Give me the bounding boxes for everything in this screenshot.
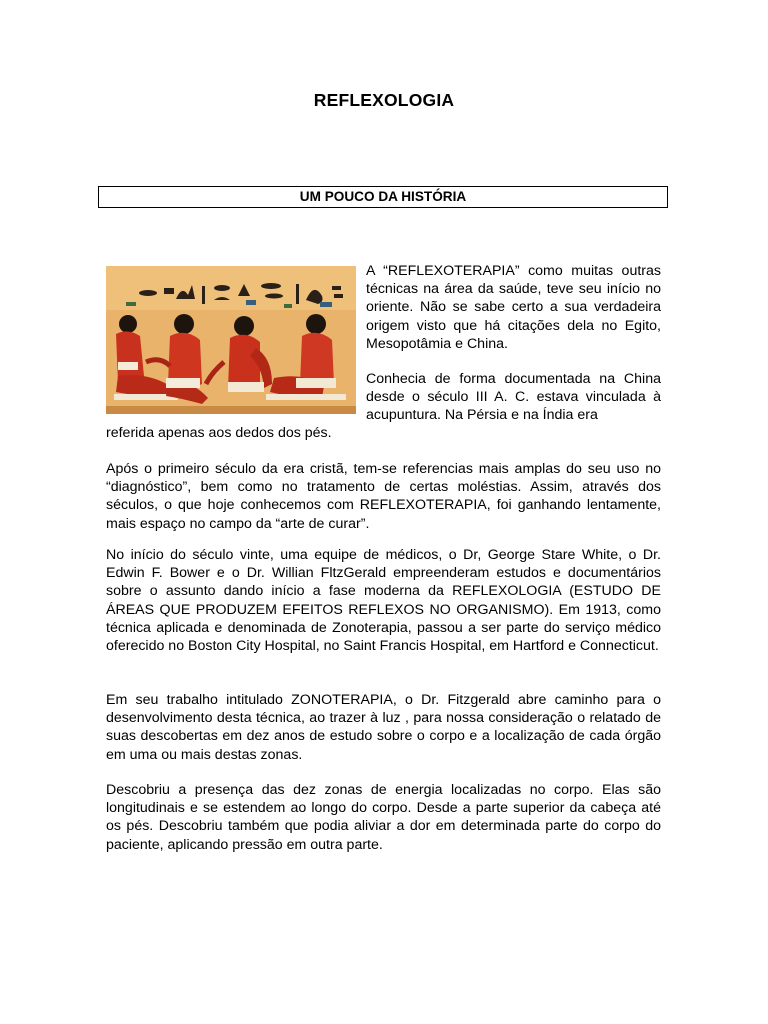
paragraph-4: No início do século vinte, uma equipe de médicos, o Dr, George Stare White, o Dr. Edwin F. Bower e o Dr. Willian FltzGerald empreenderam estudos e documentários sobre o assunto dando início a fase moderna da REFLEXOLOGIA (ESTUDO DE ÁREAS QUE PRODUZEM EFEITOS REFLEXOS NO ORGANISMO). Em 1913, como técnica aplicada e denominada de Zonoterapia, passou a ser parte do serviço médico oferecido no Boston City Hospital, no Saint Francis Hospital, em Hartford e Connecticut. bbox=[106, 547, 661, 655]
section-heading-box bbox=[98, 186, 668, 208]
paragraph-6: Descobriu a presença das dez zonas de energia localizadas no corpo. Elas são longitudinais e se estendem ao longo do corpo. Desde a parte superior da cabeça até os pés. Descobriu também que podia aliviar a dor em determinada parte do corpo do paciente, aplicando pressão em outra parte. bbox=[106, 782, 661, 853]
paragraph-2-tail: referida apenas aos dedos dos pés. bbox=[106, 425, 332, 441]
paragraph-5: Em seu trabalho intitulado ZONOTERAPIA, o Dr. Fitzgerald abre caminho para o desenvolvimento desta técnica, ao trazer à luz , para nossa consideração o relatado de suas descobertas em dez anos de estudo sobre o corpo e a localização de cada órgão em uma ou mais destas zonas. bbox=[106, 692, 661, 763]
document-title: REFLEXOLOGIA bbox=[313, 90, 455, 110]
section-heading: UM POUCO DA HISTÓRIA bbox=[299, 189, 467, 204]
paragraph-2-wrapped: Conhecia de forma documentada na China desde o século III A. C. estava vinculada à acupuntura. Na Pérsia e na Índia era bbox=[366, 371, 661, 424]
egyptian-mural-image bbox=[106, 266, 356, 414]
paragraph-1: A “REFLEXOTERAPIA” como muitas outras técnicas na área da saúde, teve seu início no oriente. Não se sabe certo a sua verdadeira origem visto que há citações dela no Egito, Mesopotâmia e China. bbox=[366, 263, 661, 352]
paragraph-3: Após o primeiro século da era cristã, tem-se referencias mais amplas do seu uso no “diagnóstico”, bem como no tratamento de certas moléstias. Assim, através dos séculos, o que hoje conhecemos com REFLEXOTERAPIA, foi ganhando lentamente, mais espaço no campo da “arte de curar”. bbox=[106, 461, 661, 532]
